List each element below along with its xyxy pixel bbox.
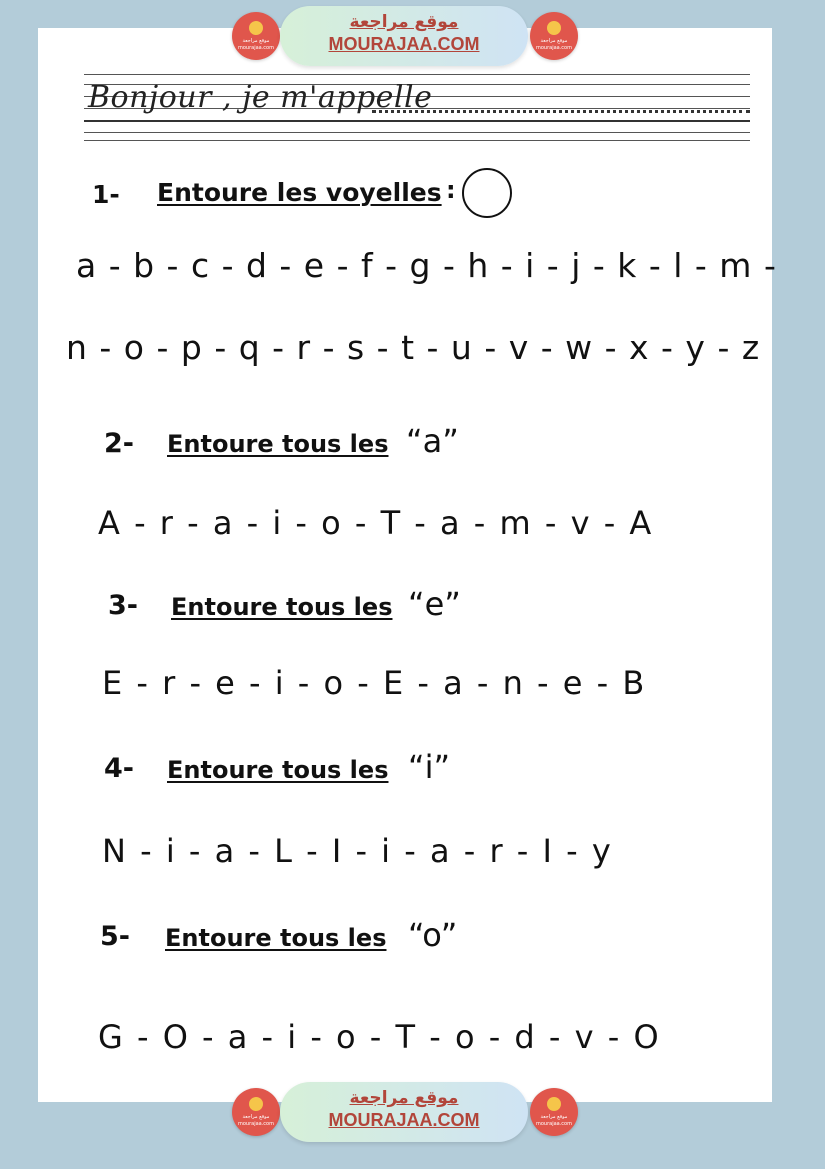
exercise-4-target-letter: “i” [408, 748, 451, 786]
alphabet-line-2: n - o - p - q - r - s - t - u - v - w - x - y - z [66, 328, 761, 367]
name-blank-line[interactable] [372, 100, 750, 113]
site-link[interactable] [280, 6, 528, 66]
exercise-3-instruction: Entoure tous les [171, 593, 393, 621]
exercise-4-number: 4- [104, 753, 134, 784]
exercise-2-target-letter: “a” [406, 422, 459, 460]
exercise-2-instruction: Entoure tous les [167, 430, 389, 458]
exercise-4-instruction: Entoure tous les [167, 756, 389, 784]
exercise-1-colon: : [446, 176, 456, 204]
exercise-3-number: 3- [108, 590, 138, 621]
exercise-5-instruction: Entoure tous les [165, 924, 387, 952]
exercise-5-target-letter: “o” [408, 916, 458, 954]
exercise-5-number: 5- [100, 921, 130, 952]
exercise-2-number: 2- [104, 428, 134, 459]
site-name-arabic: موقع مراجعة [349, 1088, 459, 1108]
site-logo-icon: موقع مراجعة mourajaa.com [232, 1088, 280, 1136]
site-url: MOURAJAA.COM [328, 1110, 480, 1130]
exercise-1-instruction: Entoure les voyelles [157, 178, 442, 207]
vowel-circle-example [462, 168, 512, 218]
exercise-3-target-letter: “e” [408, 585, 461, 623]
watermark-banner-top[interactable] [232, 6, 578, 66]
exercise-3-letter-sequence: E - r - e - i - o - E - a - n - e - B [102, 664, 645, 702]
exercise-4-letter-sequence: N - i - a - L - I - i - a - r - I - y [102, 832, 611, 870]
site-name-arabic: موقع مراجعة [349, 12, 459, 32]
exercise-5-letter-sequence: G - O - a - i - o - T - o - d - v - O [98, 1018, 659, 1056]
site-url: MOURAJAA.COM [328, 34, 480, 54]
exercise-1-number: 1- [92, 180, 120, 209]
watermark-banner-bottom[interactable] [232, 1082, 578, 1142]
site-link[interactable] [280, 1082, 528, 1142]
site-logo-icon: موقع مراجعة mourajaa.com [232, 12, 280, 60]
alphabet-line-1: a - b - c - d - e - f - g - h - i - j - k - l - m - [76, 246, 777, 285]
site-logo-icon: موقع مراجعة mourajaa.com [530, 1088, 578, 1136]
site-logo-icon: موقع مراجعة mourajaa.com [530, 12, 578, 60]
greeting-text: Bonjour , je m'appelle [88, 80, 433, 115]
exercise-2-letter-sequence: A - r - a - i - o - T - a - m - v - A [98, 504, 652, 542]
